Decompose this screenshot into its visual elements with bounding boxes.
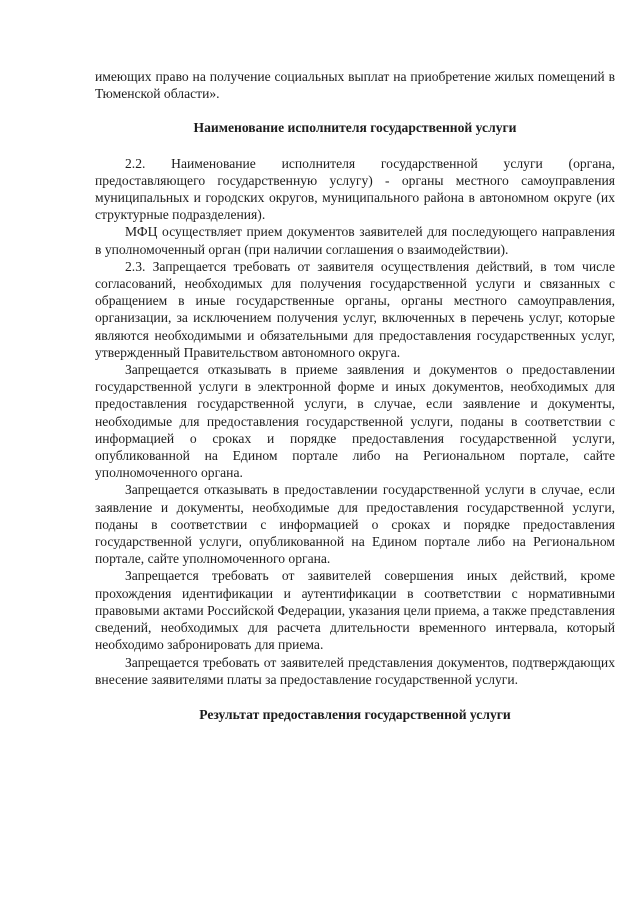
paragraph-refuse-reception: Запрещается отказывать в приеме заявления и документов о предоставлении государственной услуги в электронной форме и иных документов, необходимых для предоставления государственной услуги, в случае, если заявление и документы, необходимые для предоставления государственной услуги, поданы в соответствии с информацией о сроках и порядке предоставления государственной услуги, опубликованной на Едином портале либо на Региональном портале, сайте уполномоченного органа.: [95, 362, 615, 481]
paragraph-mfc: МФЦ осуществляет прием документов заявителей для последующего направления в уполномоченный орган (при наличии соглашения о взаимодействии).: [95, 224, 615, 257]
paragraph-refuse-provision: Запрещается отказывать в предоставлении государственной услуги в случае, если заявление и документы, необходимые для предоставления государственной услуги, поданы в соответствии с информацией о сроках и порядке предоставления государственной услуги, опубликованной на Едином портале либо на Региональном портале, сайте уполномоченного органа.: [95, 482, 615, 567]
section-heading-result: Результат предоставления государственной услуги: [199, 706, 511, 722]
paragraph-require-payment-docs: Запрещается требовать от заявителей представления документов, подтверждающих внесение заявителями платы за предоставление государственной услуги.: [95, 654, 615, 687]
section-heading-executor: Наименование исполнителя государственной услуги: [193, 120, 517, 136]
paragraph-require-actions: Запрещается требовать от заявителей совершения иных действий, кроме прохождения идентификации и аутентификации в соответствии с нормативными правовыми актами Российской Федерации, указания цели приема, а также представления сведений, необходимых для расчета длительности временного интервала, который необходимо забронировать для приема.: [95, 568, 615, 653]
paragraph-2-3: 2.3. Запрещается требовать от заявителя осуществления действий, в том числе согласований, необходимых для получения государственной услуги и связанных с обращением в иные государственные органы, органы местного самоуправления, организации, за исключением получения услуг, включенных в перечень услуг, которые являются необходимыми и обязательными для предоставления государственных услуг, утвержденный Правительством автономного округа.: [95, 258, 615, 360]
paragraph-2-2: 2.2. Наименование исполнителя государственной услуги (органа, предоставляющего государственную услугу) - органы местного самоуправления муниципальных и городских округов, муниципального района в автономном округе (их структурные подразделения).: [95, 155, 615, 223]
intro-continuation: имеющих право на получение социальных выплат на приобретение жилых помещений в Тюменской области».: [95, 69, 615, 102]
